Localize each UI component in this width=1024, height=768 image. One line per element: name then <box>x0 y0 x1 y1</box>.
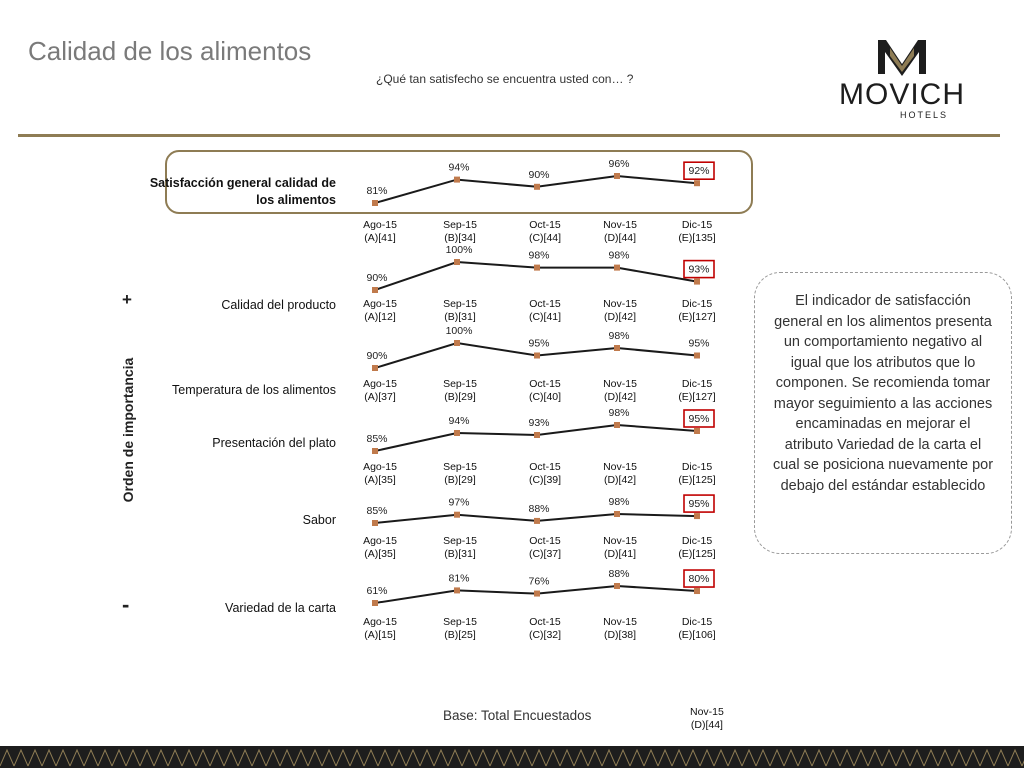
tick-sublabel-4-1: (B)[31] <box>444 548 476 560</box>
tick-label-1-1: Sep-15 <box>443 298 477 310</box>
data-point-2-1 <box>454 340 460 346</box>
importance-high-marker: + <box>122 290 132 309</box>
tick-sublabel-4-0: (A)[35] <box>364 548 396 560</box>
data-label-1-0: 90% <box>366 272 388 284</box>
tick-sublabel-2-2: (C)[40] <box>528 391 562 403</box>
data-label-4-1: 97% <box>448 496 470 509</box>
footnote-line-2: (D)[44] <box>690 719 723 731</box>
data-label-0-2: 90% <box>528 168 550 181</box>
data-point-2-2 <box>534 353 540 359</box>
tick-label-1-0: Ago-15 <box>363 298 397 310</box>
footnote-line-1: Nov-15 <box>690 706 724 718</box>
tick-sublabel-2-1: (B)[29] <box>444 391 476 403</box>
tick-label-4-2: Oct-15 <box>529 535 561 547</box>
tick-label-5-0: Ago-15 <box>363 616 397 628</box>
tick-label-3-0: Ago-15 <box>363 461 397 473</box>
data-label-1-4: 93% <box>688 263 710 276</box>
tick-label-2-4: Dic-15 <box>681 378 713 390</box>
tick-sublabel-2-3: (D)[42] <box>603 391 637 403</box>
tick-sublabel-0-0: (A)[41] <box>364 232 396 244</box>
data-label-4-4: 95% <box>688 498 710 511</box>
data-label-2-3: 98% <box>608 330 630 342</box>
row-label-5: Variedad de la carta <box>225 601 336 615</box>
data-point-5-1 <box>454 587 460 593</box>
tick-sublabel-4-4: (E)[125] <box>678 548 716 560</box>
data-point-0-4 <box>694 180 700 186</box>
tick-sublabel-1-2: (C)[41] <box>528 311 562 323</box>
data-point-3-1 <box>454 430 460 436</box>
tick-label-3-2: Oct-15 <box>529 461 561 473</box>
data-label-3-4: 95% <box>688 413 710 425</box>
data-point-0-1 <box>454 177 460 183</box>
data-label-5-4: 80% <box>688 573 710 586</box>
tick-label-3-4: Dic-15 <box>681 461 713 473</box>
row-label-3: Presentación del plato <box>212 436 336 450</box>
tick-sublabel-5-0: (A)[15] <box>364 629 396 641</box>
data-label-4-3: 98% <box>608 496 630 508</box>
data-point-1-1 <box>454 259 460 265</box>
data-point-2-3 <box>614 345 620 351</box>
data-point-2-0 <box>372 365 378 371</box>
data-point-3-2 <box>534 432 540 438</box>
data-point-4-4 <box>694 513 700 519</box>
data-label-1-2: 98% <box>528 249 550 262</box>
data-label-3-1: 94% <box>448 415 470 427</box>
tick-sublabel-1-0: (A)[12] <box>364 311 396 323</box>
data-point-0-3 <box>614 173 620 179</box>
tick-label-2-1: Sep-15 <box>443 378 477 390</box>
tick-sublabel-1-1: (B)[31] <box>444 311 476 323</box>
data-label-0-4: 92% <box>688 165 710 178</box>
data-label-3-0: 85% <box>366 433 388 445</box>
tick-label-0-2: Oct-15 <box>529 219 561 231</box>
data-label-4-2: 88% <box>528 502 550 515</box>
tick-label-5-4: Dic-15 <box>681 616 713 628</box>
tick-sublabel-1-3: (D)[42] <box>603 311 637 323</box>
data-point-0-0 <box>372 200 378 206</box>
data-point-3-0 <box>372 448 378 454</box>
row-label-1: Calidad del producto <box>221 298 336 312</box>
tick-sublabel-5-4: (E)[106] <box>678 629 716 641</box>
tick-sublabel-0-2: (C)[44] <box>528 232 562 244</box>
data-label-5-3: 88% <box>608 568 630 580</box>
data-label-2-2: 95% <box>528 337 550 350</box>
tick-label-5-2: Oct-15 <box>529 616 561 628</box>
data-point-3-4 <box>694 428 700 434</box>
logo-brand: MOVICH <box>839 78 965 111</box>
tick-sublabel-3-0: (A)[35] <box>364 474 396 486</box>
tick-label-3-3: Nov-15 <box>603 461 637 473</box>
data-point-0-2 <box>534 184 540 190</box>
tick-sublabel-3-2: (C)[39] <box>528 474 562 486</box>
data-point-5-0 <box>372 600 378 606</box>
data-label-0-3: 96% <box>608 158 630 170</box>
data-label-2-0: 90% <box>366 350 388 362</box>
tick-label-4-1: Sep-15 <box>443 535 477 547</box>
data-point-4-1 <box>454 512 460 518</box>
tick-label-2-3: Nov-15 <box>603 378 637 390</box>
importance-low-marker: - <box>122 592 130 617</box>
tick-sublabel-3-4: (E)[125] <box>678 474 716 486</box>
data-point-5-2 <box>534 591 540 597</box>
tick-sublabel-2-0: (A)[37] <box>364 391 396 403</box>
tick-label-0-3: Nov-15 <box>603 219 637 231</box>
tick-label-0-0: Ago-15 <box>363 219 397 231</box>
page-title: Calidad de los alimentos <box>28 36 312 66</box>
data-label-2-1: 100% <box>445 325 473 337</box>
data-label-0-1: 94% <box>448 161 470 174</box>
data-point-4-0 <box>372 520 378 526</box>
data-point-3-3 <box>614 422 620 428</box>
tick-label-4-3: Nov-15 <box>603 535 637 547</box>
data-point-4-2 <box>534 518 540 524</box>
tick-label-3-1: Sep-15 <box>443 461 477 473</box>
tick-label-2-0: Ago-15 <box>363 378 397 390</box>
tick-label-0-4: Dic-15 <box>681 219 713 231</box>
insight-note: El indicador de satisfacción general en los alimentos presenta un comportamiento negativo al igual que los atributos que lo componen. Se recomienda tomar mayor seguimiento a las acciones encaminadas en mejorar el atributo Variedad de la carta el cual se posiciona nuevamente por debajo del estándar establecido <box>754 272 1012 554</box>
base-label: Base: Total Encuestados <box>443 708 592 723</box>
tick-sublabel-1-4: (E)[127] <box>678 311 716 323</box>
tick-sublabel-0-4: (E)[135] <box>678 232 716 244</box>
row-label-2: Temperatura de los alimentos <box>172 383 336 397</box>
survey-question: ¿Qué tan satisfecho se encuentra usted con… ? <box>376 72 634 86</box>
tick-label-1-4: Dic-15 <box>681 298 713 310</box>
data-point-1-0 <box>372 287 378 293</box>
tick-sublabel-5-1: (B)[25] <box>444 629 476 641</box>
data-label-1-1: 100% <box>445 244 473 256</box>
tick-sublabel-0-1: (B)[34] <box>444 232 476 244</box>
tick-label-2-2: Oct-15 <box>529 378 561 390</box>
tick-label-4-4: Dic-15 <box>681 535 713 547</box>
data-label-1-3: 98% <box>608 249 630 262</box>
data-label-4-0: 85% <box>366 505 388 517</box>
tick-label-4-0: Ago-15 <box>363 535 397 547</box>
tick-sublabel-4-3: (D)[41] <box>603 548 637 560</box>
tick-label-5-1: Sep-15 <box>443 616 477 628</box>
data-label-5-1: 81% <box>448 572 470 585</box>
data-point-5-3 <box>614 583 620 589</box>
tick-sublabel-0-3: (D)[44] <box>603 232 637 244</box>
data-label-5-2: 76% <box>528 575 550 588</box>
data-point-2-4 <box>694 353 700 359</box>
data-point-1-4 <box>694 279 700 285</box>
tick-label-1-3: Nov-15 <box>603 298 637 310</box>
tick-sublabel-5-3: (D)[38] <box>603 629 637 641</box>
tick-label-5-3: Nov-15 <box>603 616 637 628</box>
data-point-5-4 <box>694 588 700 594</box>
row-label-4: Sabor <box>302 513 336 527</box>
data-point-1-3 <box>614 265 620 271</box>
tick-sublabel-3-3: (D)[42] <box>603 474 637 486</box>
data-point-4-3 <box>614 511 620 517</box>
tick-sublabel-2-4: (E)[127] <box>678 391 716 403</box>
data-point-1-2 <box>534 265 540 271</box>
logo-sub: HOTELS <box>899 110 949 120</box>
bottom-pattern-band <box>0 746 1024 768</box>
data-label-5-0: 61% <box>366 585 388 597</box>
tick-sublabel-3-1: (B)[29] <box>444 474 476 486</box>
importance-axis-title: Orden de importancia <box>120 357 136 503</box>
data-label-3-3: 98% <box>608 407 630 419</box>
data-label-0-0: 81% <box>366 185 388 197</box>
row-label-0: Satisfacción general calidad de los alimentos <box>149 176 336 207</box>
tick-label-1-2: Oct-15 <box>529 298 561 310</box>
data-label-2-4: 95% <box>688 337 710 350</box>
tick-label-0-1: Sep-15 <box>443 219 477 231</box>
footnote <box>690 706 724 732</box>
data-label-3-2: 93% <box>528 417 550 429</box>
tick-sublabel-4-2: (C)[37] <box>528 548 562 560</box>
tick-sublabel-5-2: (C)[32] <box>528 629 562 641</box>
